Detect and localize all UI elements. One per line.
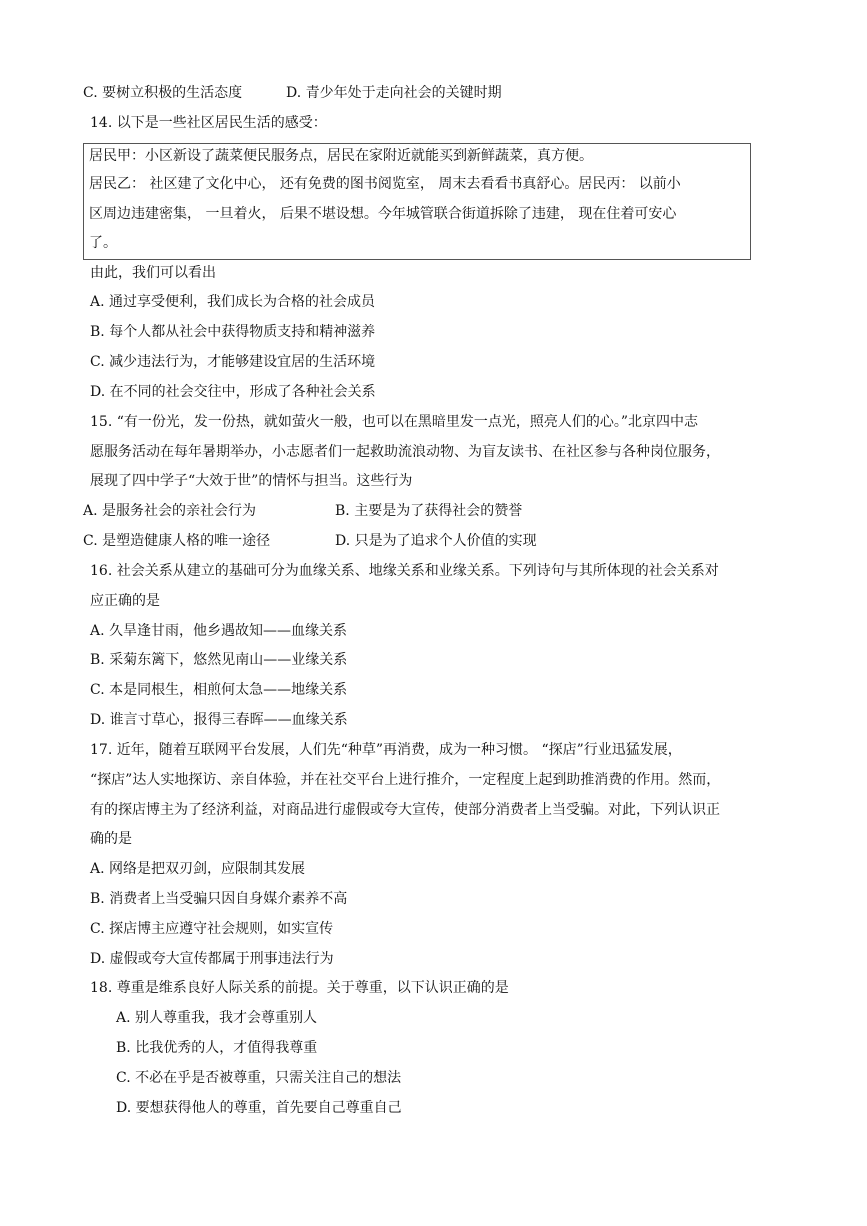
q17-option-a: A. 网络是把双刃剑，应限制其发展 [90,861,306,877]
q16-option-d: D. 谁言寸草心，报得三春晖——血缘关系 [90,712,348,728]
q16-option-a: A. 久旱逢甘雨，他乡遇故知——血缘关系 [90,623,348,639]
q14-box-line: 区周边违建密集， 一旦着火， 后果不堪设想。今年城管联合街道拆除了违建， 现在住着可安心 [89,206,677,222]
q14-option-d: D. 在不同的社会交往中，形成了各种社会关系 [90,384,376,400]
q17-stem-line: 有的探店博主为了经济利益，对商品进行虚假或夸大宣传，使部分消费者上当受骗。对此，下列认识正 [90,802,720,818]
q18-option-b: B. 比我优秀的人，才值得我尊重 [116,1040,318,1056]
q15-stem-line: 15. “有一份光，发一份热，就如萤火一般，也可以在黑暗里发一点光，照亮人们的心。”北京四中志 [90,414,699,430]
q18-option-a: A. 别人尊重我，我才会尊重别人 [116,1010,318,1026]
q16-stem-line: 16. 社会关系从建立的基础可分为血缘关系、地缘关系和业缘关系。下列诗句与其所体现的社会关系对 [90,563,719,579]
q16-stem-line: 应正确的是 [90,593,160,609]
q18-stem: 18. 尊重是维系良好人际关系的前提。关于尊重，以下认识正确的是 [90,980,509,996]
q14-option-c: C. 减少违法行为，才能够建设宜居的生活环境 [90,354,376,370]
q18-option-c: C. 不必在乎是否被尊重，只需关注自己的想法 [116,1070,402,1086]
q15-option-a: A. 是服务社会的亲社会行为 [83,503,257,519]
q17-stem-line: “探店”达人实地探访、亲自体验，并在社交平台上进行推介，一定程度上起到助推消费的作用。然而， [90,772,721,788]
q13-option-c: C. 要树立积极的生活态度 [83,85,243,101]
q15-option-d: D. 只是为了追求个人价值的实现 [335,533,537,549]
q16-option-c: C. 本是同根生，相煎何太急——地缘关系 [90,682,348,698]
q14-stem: 14. 以下是一些社区居民生活的感受： [90,115,327,131]
q13-option-d: D. 青少年处于走向社会的关键时期 [286,85,502,101]
q17-option-b: B. 消费者上当受骗只因自身媒介素养不高 [90,891,348,907]
q17-option-c: C. 探店博主应遵守社会规则，如实宣传 [90,921,334,937]
q14-box-line: 了。 [89,235,117,251]
q15-option-b: B. 主要是为了获得社会的赞誉 [335,503,523,519]
q17-stem-line: 确的是 [90,831,132,847]
q15-stem-line: 愿服务活动在每年暑期举办，小志愿者们一起救助流浪动物、为盲友读书、在社区参与各种岗位服务， [90,444,720,460]
q17-stem-line: 17. 近年，随着互联网平台发展，人们先“种草”再消费，成为一种习惯。 “探店”行业迅猛发展， [90,742,682,758]
q15-option-c: C. 是塑造健康人格的唯一途径 [83,533,271,549]
q14-box-line: 居民乙： 社区建了文化中心， 还有免费的图书阅览室， 周末去看看书真舒心。居民丙： 以前小 [89,176,681,192]
q14-box-line: 居民甲：小区新设了蔬菜便民服务点，居民在家附近就能买到新鲜蔬菜，真方便。 [89,148,593,164]
q18-option-d: D. 要想获得他人的尊重，首先要自己尊重自己 [116,1100,402,1116]
q14-lead: 由此，我们可以看出 [90,265,216,281]
q16-option-b: B. 采菊东篱下，悠然见南山——业缘关系 [90,652,348,668]
q15-stem-line: 展现了四中学子“大效于世”的情怀与担当。这些行为 [90,473,413,489]
q14-option-a: A. 通过享受便利，我们成长为合格的社会成员 [90,294,376,310]
q14-option-b: B. 每个人都从社会中获得物质支持和精神滋养 [90,324,376,340]
q17-option-d: D. 虚假或夸大宣传都属于刑事违法行为 [90,951,334,967]
q14-quote-box [83,143,751,260]
